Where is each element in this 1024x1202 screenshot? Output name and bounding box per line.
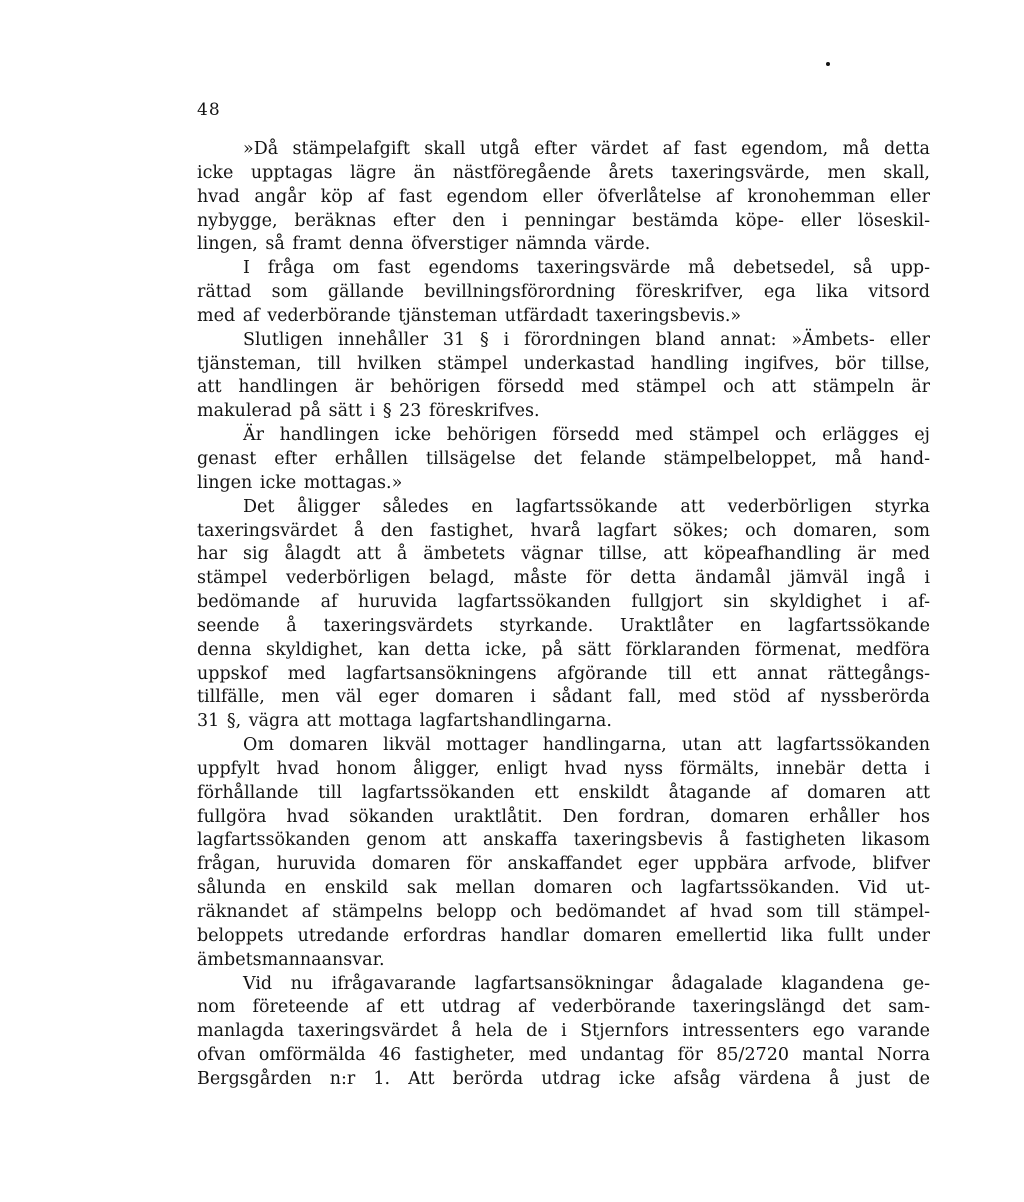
text-line: genast efter erhållen tillsägelse det felande stämpelbeloppet, må hand- xyxy=(197,448,930,469)
print-speck xyxy=(826,62,830,66)
text-line: att handlingen är behörigen försedd med stämpel och att stämpeln är xyxy=(197,377,930,398)
text-line: fullgöra hvad sökanden uraktlåtit. Den fordran, domaren erhåller hos xyxy=(197,806,930,827)
text-line: makulerad på sätt i § 23 föreskrifves. xyxy=(197,401,540,422)
text-line: räknandet af stämpelns belopp och bedömandet af hvad som till stämpel- xyxy=(197,902,930,922)
text-line: uppfylt hvad honom åligger, enligt hvad nyss förmälts, innebär detta i xyxy=(197,758,930,779)
body-text xyxy=(197,138,930,1092)
text-line: Är handlingen icke behörigen försedd med stämpel och erlägges ej xyxy=(243,425,930,446)
text-line: har sig ålagdt att å ämbetets vägnar tillse, att köpeafhandling är med xyxy=(197,544,930,565)
text-line: seende å taxeringsvärdets styrkande. Uraktlåter en lagfartssökande xyxy=(197,615,930,636)
text-line: uppskof med lagfartsansökningens afgörande till ett annat rättegångs- xyxy=(197,663,930,684)
text-line: icke upptagas lägre än nästföregående årets taxeringsvärde, men skall, xyxy=(197,162,930,183)
text-line: Vid nu ifrågavarande lagfartsansökningar ådagalade klagandena ge- xyxy=(243,973,930,994)
text-line: manlagda taxeringsvärdet å hela de i Stjernfors intressenters ego varande xyxy=(197,1021,930,1042)
text-line: Det åligger således en lagfartssökande att vederbörligen styrka xyxy=(243,496,930,517)
text-line: taxeringsvärdet å den fastighet, hvarå lagfart sökes; och domaren, som xyxy=(197,520,930,541)
text-line: ofvan omförmälda 46 fastigheter, med undantag för 85/2720 mantal Norra xyxy=(197,1045,930,1066)
text-line: tjänsteman, till hvilken stämpel underkastad handling ingifves, bör tillse, xyxy=(197,353,930,374)
text-line: nybygge, beräknas efter den i penningar bestämda köpe- eller löseskil- xyxy=(197,210,930,231)
text-line: rättad som gällande bevillningsförordning föreskrifver, ega lika vitsord xyxy=(197,282,930,303)
text-line: nom företeende af ett utdrag af vederbörande taxeringslängd det sam- xyxy=(197,997,930,1018)
text-line: lingen, så framt denna öfverstiger nämnda värde. xyxy=(197,234,651,255)
text-line: frågan, huruvida domaren för anskaffandet eger uppbära arfvode, blifver xyxy=(197,854,930,875)
text-line: stämpel vederbörligen belagd, måste för detta ändamål jämväl ingå i xyxy=(197,568,930,589)
text-line: denna skyldighet, kan detta icke, på sätt förklaranden förmenat, medföra xyxy=(197,639,930,660)
text-line: Slutligen innehåller 31 § i förordningen bland annat: »Ämbets- eller xyxy=(243,329,930,350)
text-line: lagfartssökanden genom att anskaffa taxeringsbevis å fastigheten likasom xyxy=(197,830,930,851)
text-line: tillfälle, men väl eger domaren i sådant fall, med stöd af nyssberörda xyxy=(197,687,930,708)
text-line: sålunda en enskild sak mellan domaren och lagfartssökanden. Vid ut- xyxy=(197,878,930,899)
text-line: med af vederbörande tjänsteman utfärdadt taxeringsbevis.» xyxy=(197,305,742,326)
text-line: beloppets utredande erfordras handlar domaren emellertid lika fullt under xyxy=(197,925,930,946)
text-line: hvad angår köp af fast egendom eller öfverlåtelse af kronohemman eller xyxy=(197,186,930,207)
text-line: förhållande till lagfartssökanden ett enskildt åtagande af domaren att xyxy=(197,782,930,803)
text-line: lingen icke mottagas.» xyxy=(197,472,403,493)
text-line: Om domaren likväl mottager handlingarna, utan att lagfartssökanden xyxy=(243,735,930,756)
text-line: »Då stämpelafgift skall utgå efter värdet af fast egendom, må detta xyxy=(243,139,930,159)
text-line: Bergsgården n:r 1. Att berörda utdrag icke afsåg värdena å just de xyxy=(197,1068,930,1089)
text-line: ämbetsmannaansvar. xyxy=(197,949,385,970)
text-line: 31 §, vägra att mottaga lagfartshandlingarna. xyxy=(197,711,612,732)
text-line: I fråga om fast egendoms taxeringsvärde må debetsedel, så upp- xyxy=(243,258,930,279)
text-line: bedömande af huruvida lagfartssökanden fullgjort sin skyldighet i af- xyxy=(197,592,930,613)
page-number: 48 xyxy=(197,100,221,120)
